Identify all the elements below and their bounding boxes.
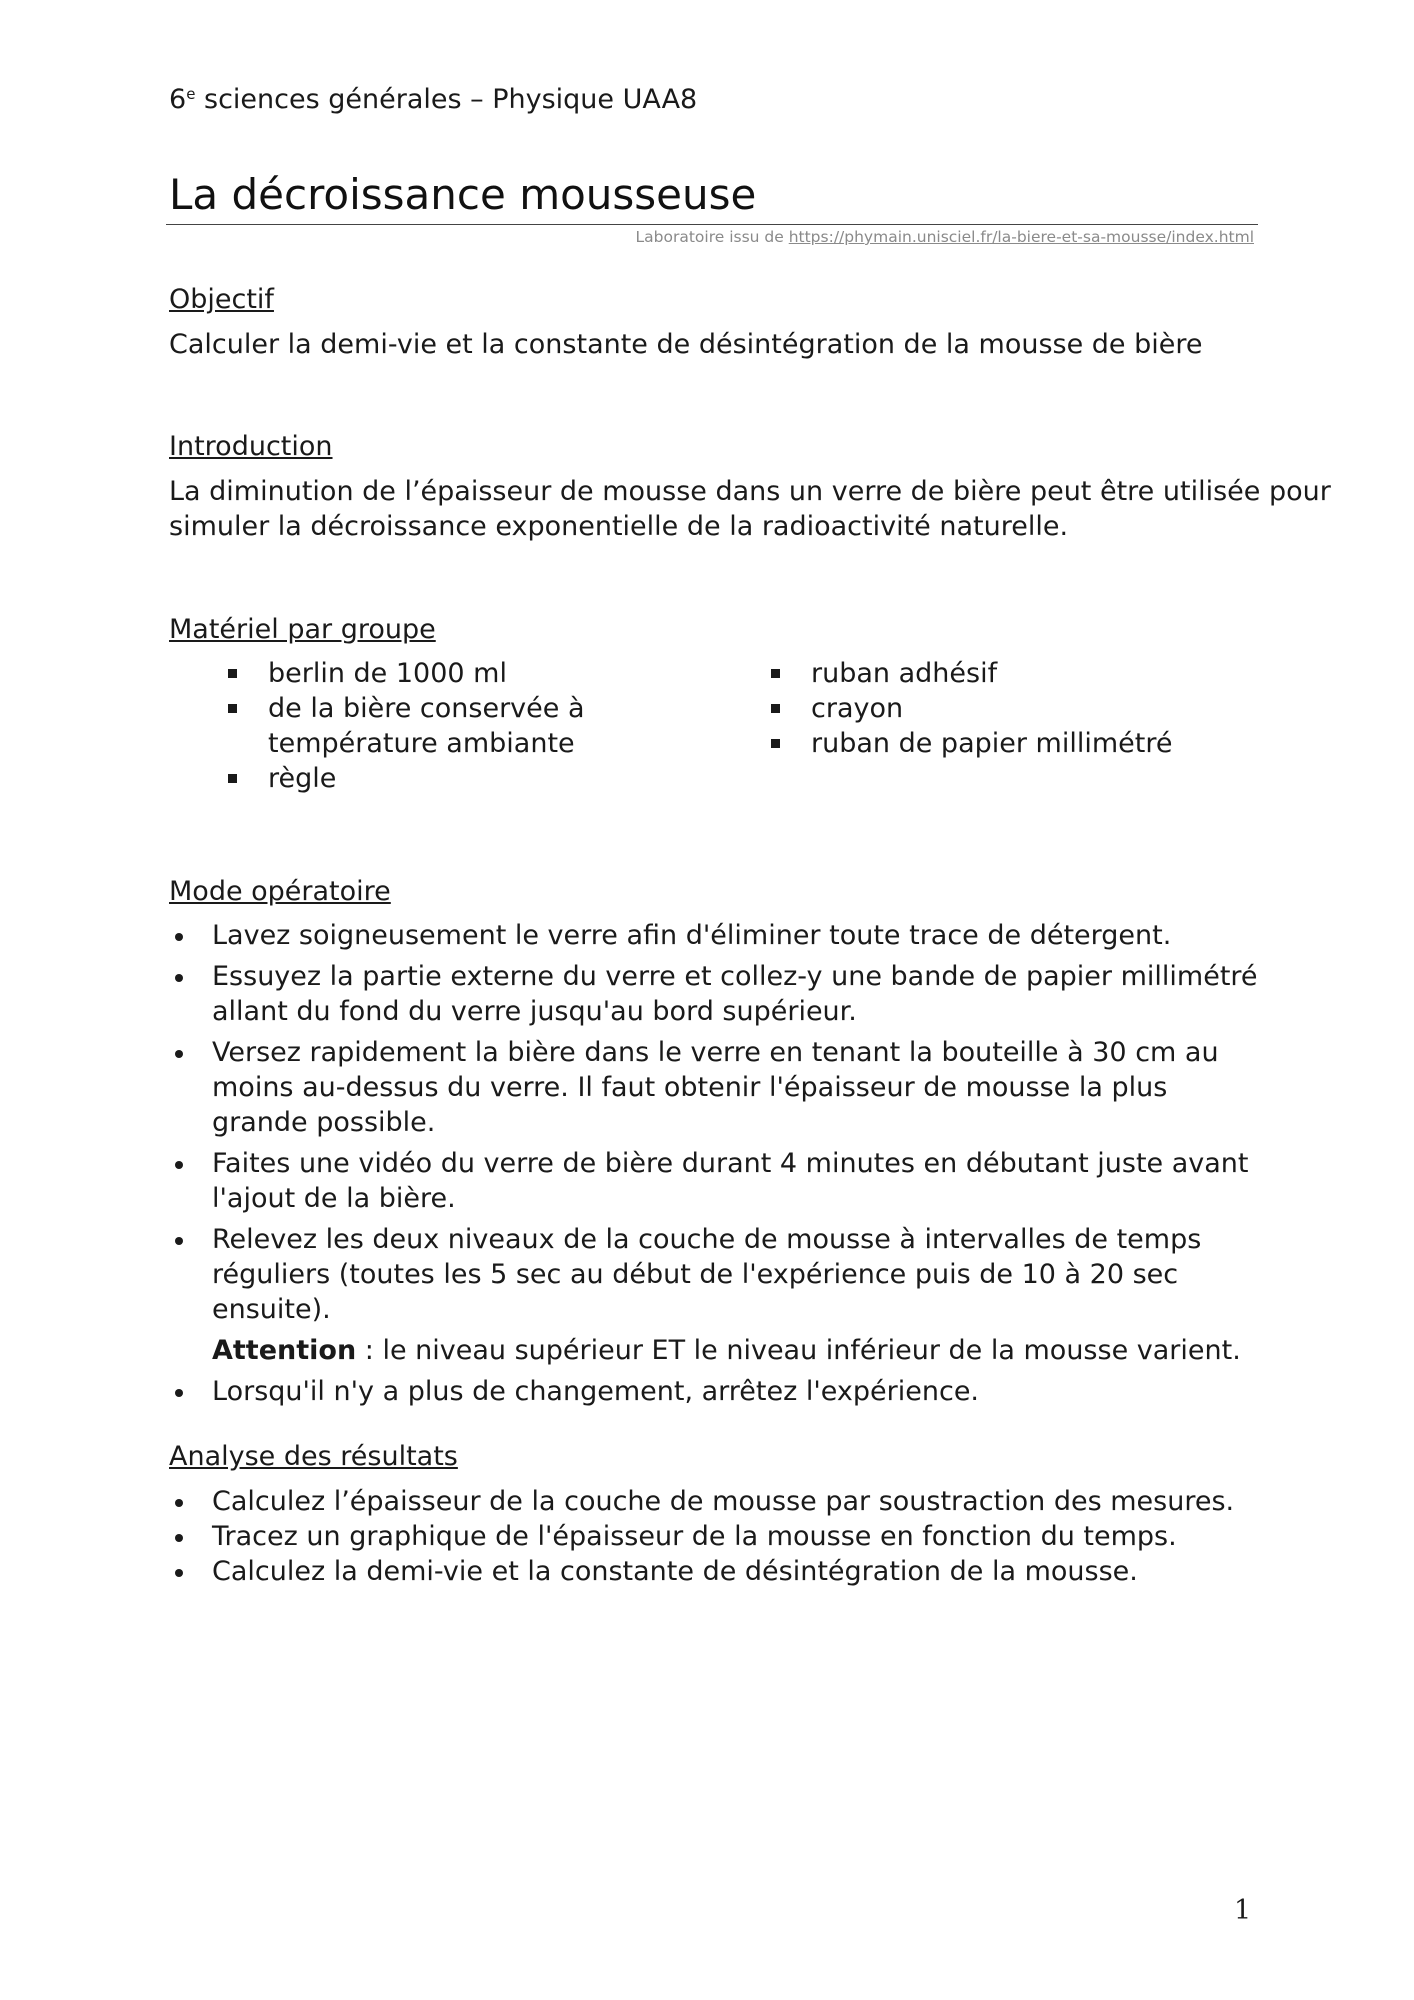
attention-note: [212, 1333, 1269, 1368]
bullet-icon: [175, 1237, 183, 1245]
list-item: règle: [228, 761, 648, 796]
list-item: Calculez la demi-vie et la constante de désintégration de la mousse.: [169, 1554, 1269, 1589]
list-item: Calculez l’épaisseur de la couche de mousse par soustraction des mesures.: [169, 1484, 1269, 1519]
title-underline: [166, 224, 1258, 225]
header-superscript: e: [186, 85, 196, 103]
list-item: berlin de 1000 ml: [228, 656, 648, 691]
bullet-icon: [175, 1499, 183, 1507]
list-item: crayon: [771, 691, 1251, 726]
bullet-icon: [175, 1569, 183, 1577]
bullet-icon: [175, 1534, 183, 1542]
square-bullet-icon: [771, 704, 780, 713]
attention-label: Attention: [212, 1335, 357, 1366]
square-bullet-icon: [771, 669, 780, 678]
list-item: Tracez un graphique de l'épaisseur de la mousse en fonction du temps.: [169, 1519, 1269, 1554]
bullet-icon: [175, 1389, 183, 1397]
source-prefix: Laboratoire issu de: [635, 228, 789, 246]
list-item: de la bière conservée à température ambiante: [228, 691, 648, 761]
introduction-heading: Introduction: [169, 431, 333, 462]
list-item: Lavez soigneusement le verre afin d'éliminer toute trace de détergent.: [169, 918, 1269, 953]
objectif-text: Calculer la demi-vie et la constante de désintégration de la mousse de bière: [169, 329, 1203, 360]
list-item: Faites une vidéo du verre de bière durant 4 minutes en débutant juste avant l'ajout de la bière.: [169, 1146, 1269, 1216]
introduction-line-2: simuler la décroissance exponentielle de la radioactivité naturelle.: [169, 511, 1069, 542]
analyse-list: [169, 1484, 1269, 1589]
materiel-heading: Matériel par groupe: [169, 614, 436, 645]
header-number: 6: [169, 84, 187, 115]
square-bullet-icon: [771, 739, 780, 748]
list-item: Versez rapidement la bière dans le verre en tenant la bouteille à 30 cm au moins au-dessus du verre. Il faut obtenir l'épaisseur de mousse la plus grande possible.: [169, 1035, 1269, 1140]
square-bullet-icon: [228, 669, 237, 678]
page-number: 1: [1234, 1895, 1252, 1926]
square-bullet-icon: [228, 704, 237, 713]
introduction-line-1: La diminution de l’épaisseur de mousse dans un verre de bière peut être utilisée pour: [169, 476, 1331, 507]
source-link[interactable]: https://phymain.unisciel.fr/la-biere-et-sa-mousse/index.html: [788, 228, 1254, 246]
header-text: sciences générales – Physique UAA8: [195, 84, 698, 115]
bullet-icon: [175, 1050, 183, 1058]
analyse-heading: Analyse des résultats: [169, 1441, 458, 1472]
bullet-icon: [175, 933, 183, 941]
materiel-list-left: [228, 656, 648, 796]
bullet-icon: [175, 1161, 183, 1169]
source-note: [636, 228, 1255, 246]
page-header: [169, 84, 697, 115]
document-title: La décroissance mousseuse: [169, 170, 757, 219]
materiel-list-right: [771, 656, 1251, 761]
objectif-heading: Objectif: [169, 284, 274, 315]
list-item: Lorsqu'il n'y a plus de changement, arrêtez l'expérience.: [169, 1374, 1269, 1409]
mode-heading: Mode opératoire: [169, 876, 391, 907]
list-item: ruban de papier millimétré: [771, 726, 1251, 761]
mode-steps-list: [169, 918, 1269, 1415]
list-item: Relevez les deux niveaux de la couche de mousse à intervalles de temps réguliers (toutes les 5 sec au début de l'expérience puis de 10 à 20 sec ensuite). Attention : le niveau supérieur ET le niveau inférieur de la mousse varient.: [169, 1222, 1269, 1368]
bullet-icon: [175, 974, 183, 982]
introduction-text: [169, 474, 1331, 544]
attention-text: : le niveau supérieur ET le niveau inférieur de la mousse varient.: [356, 1335, 1241, 1366]
list-item: ruban adhésif: [771, 656, 1251, 691]
square-bullet-icon: [228, 774, 237, 783]
list-item: Essuyez la partie externe du verre et collez-y une bande de papier millimétré allant du fond du verre jusqu'au bord supérieur.: [169, 959, 1269, 1029]
